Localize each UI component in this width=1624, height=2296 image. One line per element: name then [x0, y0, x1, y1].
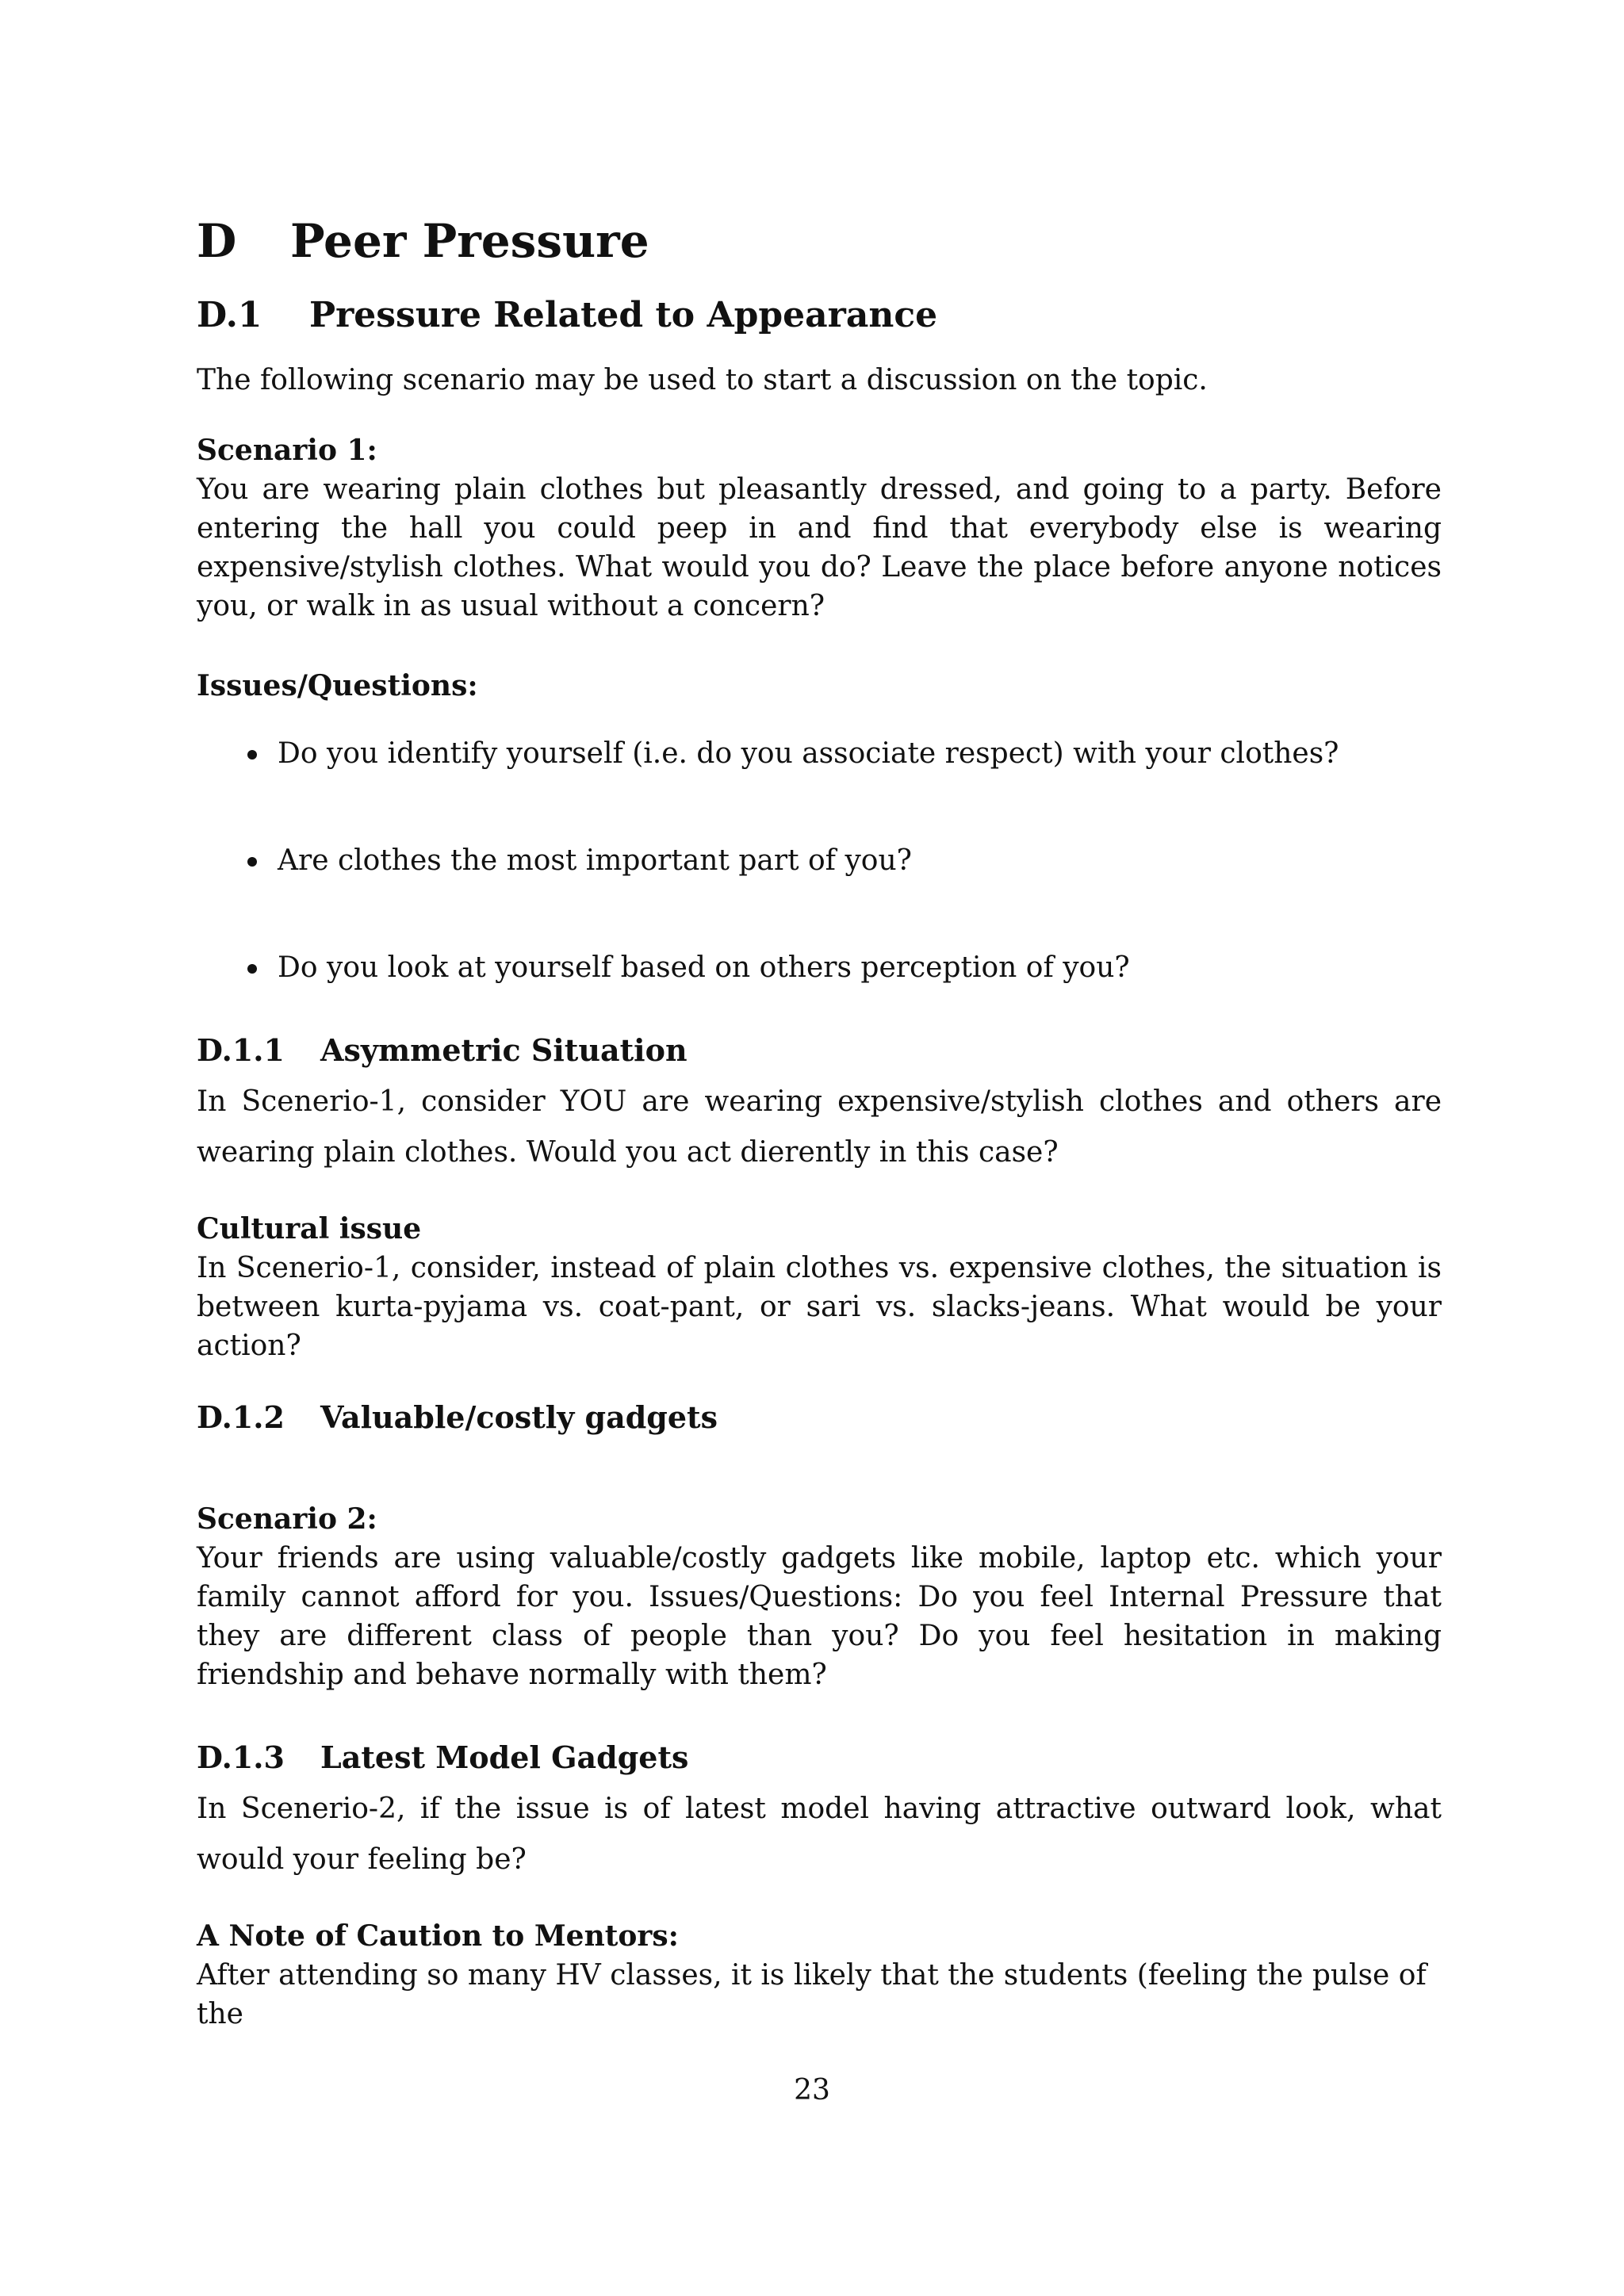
scenario-1-text: You are wearing plain clothes but pleasantly dressed, and going to a party. Before entering the hall you could peep in and find that everybody else is wearing expensive/stylish clothes. What would you do? Leave the place before anyone notices you, or walk in as usual without a concern? [197, 473, 1442, 622]
list-item: Are clothes the most important part of you? [197, 841, 1442, 880]
issues-block [197, 667, 1442, 987]
document-page [197, 214, 1442, 2034]
scenario-1-block [197, 431, 1442, 626]
subsubsection-title: Valuable/costly gadgets [320, 1399, 718, 1436]
asymmetric-text: In Scenerio-1, consider YOU are wearing expensive/stylish clothes and others are wearing plain clothes. Would you act dierently in this case? [197, 1085, 1442, 1169]
scenario-2-block [197, 1500, 1442, 1694]
issues-list [197, 734, 1442, 987]
subsubsection-heading [197, 1739, 1442, 1777]
subsubsection-title: Latest Model Gadgets [320, 1739, 689, 1775]
subsubsection-heading [197, 1399, 1442, 1437]
cultural-block [197, 1210, 1442, 1365]
caution-heading: A Note of Caution to Mentors: [197, 1919, 679, 1954]
page-number: 23 [794, 2074, 830, 2107]
subsection-title: Pressure Related to Appearance [309, 294, 938, 335]
section-number: D [197, 214, 237, 268]
scenario-2-text: Your friends are using valuable/costly gadgets like mobile, laptop etc. which your family cannot afford for you. Issues/Questions: Do you feel Internal Pressure that they are different class of people than you? Do you feel hesitation in making friendship and behave normally with them? [197, 1541, 1442, 1691]
subsection-heading [197, 293, 1442, 337]
caution-text: After attending so many HV classes, it is likely that the students (feeling the pulse of the [197, 1959, 1427, 2031]
subsubsection-heading [197, 1031, 1442, 1070]
section-heading [197, 214, 1442, 270]
latest-model-text: In Scenerio-2, if the issue is of latest model having attractive outward look, what would your feeling be? [197, 1793, 1442, 1877]
cultural-heading: Cultural issue [197, 1212, 422, 1246]
issues-heading: Issues/Questions: [197, 668, 478, 702]
list-item: Do you look at yourself based on others perception of you? [197, 948, 1442, 987]
subsection-number: D.1 [197, 294, 262, 335]
subsubsection-number: D.1.2 [197, 1399, 285, 1436]
list-item: Do you identify yourself (i.e. do you associate respect) with your clothes? [197, 734, 1442, 773]
section-title: Peer Pressure [290, 214, 649, 268]
caution-block [197, 1917, 1442, 2034]
scenario-1-heading: Scenario 1: [197, 433, 377, 467]
subsubsection-title: Asymmetric Situation [320, 1031, 688, 1068]
cultural-text: In Scenerio-1, consider, instead of plain clothes vs. expensive clothes, the situation is between kurta-pyjama vs. coat-pant, or sari vs. slacks-jeans. What would be your action? [197, 1252, 1442, 1363]
intro-paragraph: The following scenario may be used to start a discussion on the topic. [197, 363, 1208, 396]
subsubsection-number: D.1.3 [197, 1739, 285, 1775]
subsubsection-number: D.1.1 [197, 1031, 285, 1068]
scenario-2-heading: Scenario 2: [197, 1502, 377, 1536]
